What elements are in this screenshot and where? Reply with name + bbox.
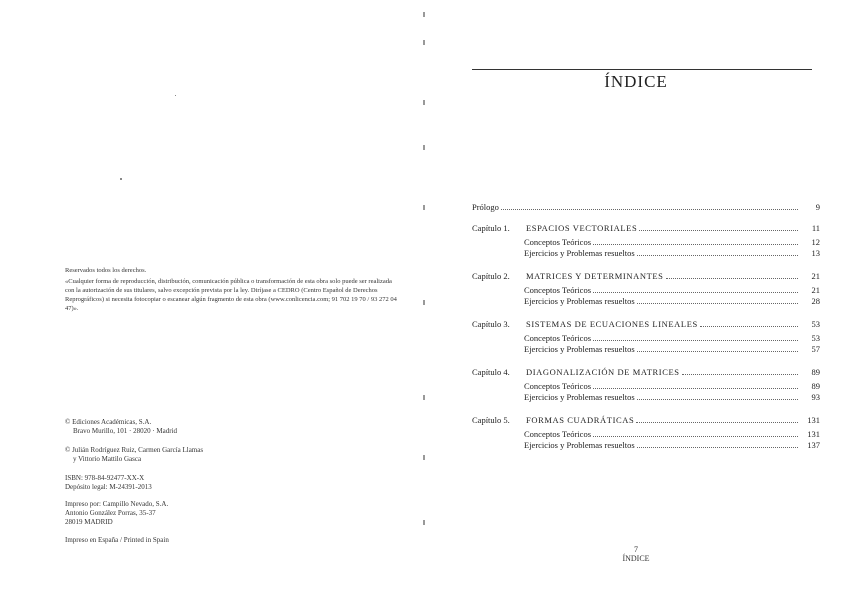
chapter-title: DIAGONALIZACIÓN DE MATRICES [526, 367, 680, 377]
chapter-title: ESPACIOS VECTORIALES [526, 223, 638, 233]
toc-subentry[interactable] [472, 392, 820, 403]
chapter-label: Capítulo 2. [472, 271, 510, 281]
toc-page-number: 28 [811, 296, 820, 306]
author-line: y Vittorio Mattilo Gasca [73, 455, 142, 463]
dot-leader [700, 326, 798, 327]
toc-page-number: 137 [807, 440, 820, 450]
legal-deposit-line: Depósito legal: M-24391-2013 [65, 483, 152, 491]
rights-text: «Cualquier forma de reproducción, distribución, comunicación pública o transformación de esta obra solo puede ser realizada con la autorización de sus titulares, salvo excepción prevista por la ley. Diríjase a CEDRO (Centro Español de Derechos Reprográficos) si necesita fotocopiar o escanear algún fragmento de esta obra (www.conlicencia.com; 91 702 19 70 / 93 272 04 47)». [65, 278, 397, 312]
toc-subentry[interactable] [472, 248, 820, 259]
toc-chapter-2[interactable] [472, 271, 820, 282]
dot-leader [593, 388, 798, 389]
toc-subentry[interactable] [472, 429, 820, 440]
dot-leader [637, 255, 798, 256]
toc-chapter-3[interactable] [472, 319, 820, 330]
dot-leader [636, 422, 798, 423]
right-page [424, 0, 848, 600]
chapter-label: Capítulo 4. [472, 367, 510, 377]
page-title: ÍNDICE [604, 72, 668, 91]
table-of-contents [472, 202, 820, 451]
dot-leader [593, 292, 798, 293]
toc-subentry[interactable] [472, 344, 820, 355]
dot-leader [593, 340, 798, 341]
subentry-title: Conceptos Teóricos [524, 285, 591, 295]
toc-page-number: 21 [811, 271, 820, 281]
subentry-title: Ejercicios y Problemas resueltos [524, 392, 635, 402]
toc-subentry[interactable] [472, 285, 820, 296]
toc-page-number: 89 [811, 367, 820, 377]
scan-speck [175, 95, 176, 96]
dot-leader [501, 209, 798, 210]
author-block [65, 446, 265, 464]
author-line: © Julián Rodríguez Ruiz, Carmen García Llamas [65, 446, 204, 454]
dot-leader [593, 244, 798, 245]
subentry-title: Conceptos Teóricos [524, 237, 591, 247]
printer-line: Antonio González Porras, 35-37 [65, 509, 156, 517]
page-folio [424, 545, 848, 563]
rights-title: Reservados todos los derechos. [65, 267, 147, 274]
printer-line: 28019 MADRID [65, 518, 113, 526]
toc-subentry[interactable] [472, 381, 820, 392]
toc-page-number: 13 [811, 248, 820, 258]
printed-in-block [65, 536, 265, 545]
copyright-notice [65, 266, 400, 315]
chapter-label: Capítulo 5. [472, 415, 510, 425]
isbn-block [65, 474, 265, 492]
toc-page-number: 53 [811, 319, 820, 329]
toc-page-number: 53 [811, 333, 820, 343]
dot-leader [639, 230, 798, 231]
toc-page-number: 9 [815, 202, 820, 212]
toc-page-number: 131 [807, 429, 820, 439]
toc-page-number: 21 [811, 285, 820, 295]
toc-page-number: 93 [811, 392, 820, 402]
publisher-block [65, 418, 265, 436]
subentry-title: Ejercicios y Problemas resueltos [524, 344, 635, 354]
toc-chapter-4[interactable] [472, 367, 820, 378]
subentry-title: Ejercicios y Problemas resueltos [524, 296, 635, 306]
isbn-line: ISBN: 978-84-92477-XX-X [65, 474, 145, 482]
chapter-title: MATRICES Y DETERMINANTES [526, 271, 664, 281]
subentry-title: Ejercicios y Problemas resueltos [524, 440, 635, 450]
subentry-title: Conceptos Teóricos [524, 333, 591, 343]
toc-page-number: 57 [811, 344, 820, 354]
publisher-line: Bravo Murillo, 101 · 28020 · Madrid [73, 427, 178, 435]
dot-leader [593, 436, 798, 437]
dot-leader [637, 447, 798, 448]
toc-entry-prologue[interactable] [472, 202, 820, 213]
printed-in-line: Impreso en España / Printed in Spain [65, 536, 169, 544]
running-footer: ÍNDICE [622, 554, 650, 563]
toc-page-number: 89 [811, 381, 820, 391]
toc-chapter-1[interactable] [472, 223, 820, 234]
toc-subentry[interactable] [472, 296, 820, 307]
dot-leader [666, 278, 799, 279]
dot-leader [637, 399, 798, 400]
subentry-title: Conceptos Teóricos [524, 381, 591, 391]
printer-line: Impreso por: Campillo Nevado, S.A. [65, 500, 169, 508]
chapter-label: Capítulo 3. [472, 319, 510, 329]
scan-speck [120, 178, 122, 180]
subentry-title: Ejercicios y Problemas resueltos [524, 248, 635, 258]
toc-chapter-5[interactable] [472, 415, 820, 426]
publisher-line: © Ediciones Académicas, S.A. [65, 418, 152, 426]
chapter-title: SISTEMAS DE ECUACIONES LINEALES [526, 319, 698, 329]
page-number: 7 [634, 545, 638, 554]
chapter-label: Capítulo 1. [472, 223, 510, 233]
toc-subentry[interactable] [472, 237, 820, 248]
chapter-title: FORMAS CUADRÁTICAS [526, 415, 635, 425]
toc-subentry[interactable] [472, 333, 820, 344]
printer-block [65, 500, 265, 527]
toc-page-number: 12 [811, 237, 820, 247]
toc-subentry[interactable] [472, 440, 820, 451]
toc-entry-title: Prólogo [472, 202, 499, 212]
subentry-title: Conceptos Teóricos [524, 429, 591, 439]
dot-leader [637, 303, 798, 304]
dot-leader [682, 374, 798, 375]
toc-page-number: 131 [807, 415, 820, 425]
title-rule [472, 69, 812, 70]
toc-page-number: 11 [811, 223, 820, 233]
dot-leader [637, 351, 798, 352]
